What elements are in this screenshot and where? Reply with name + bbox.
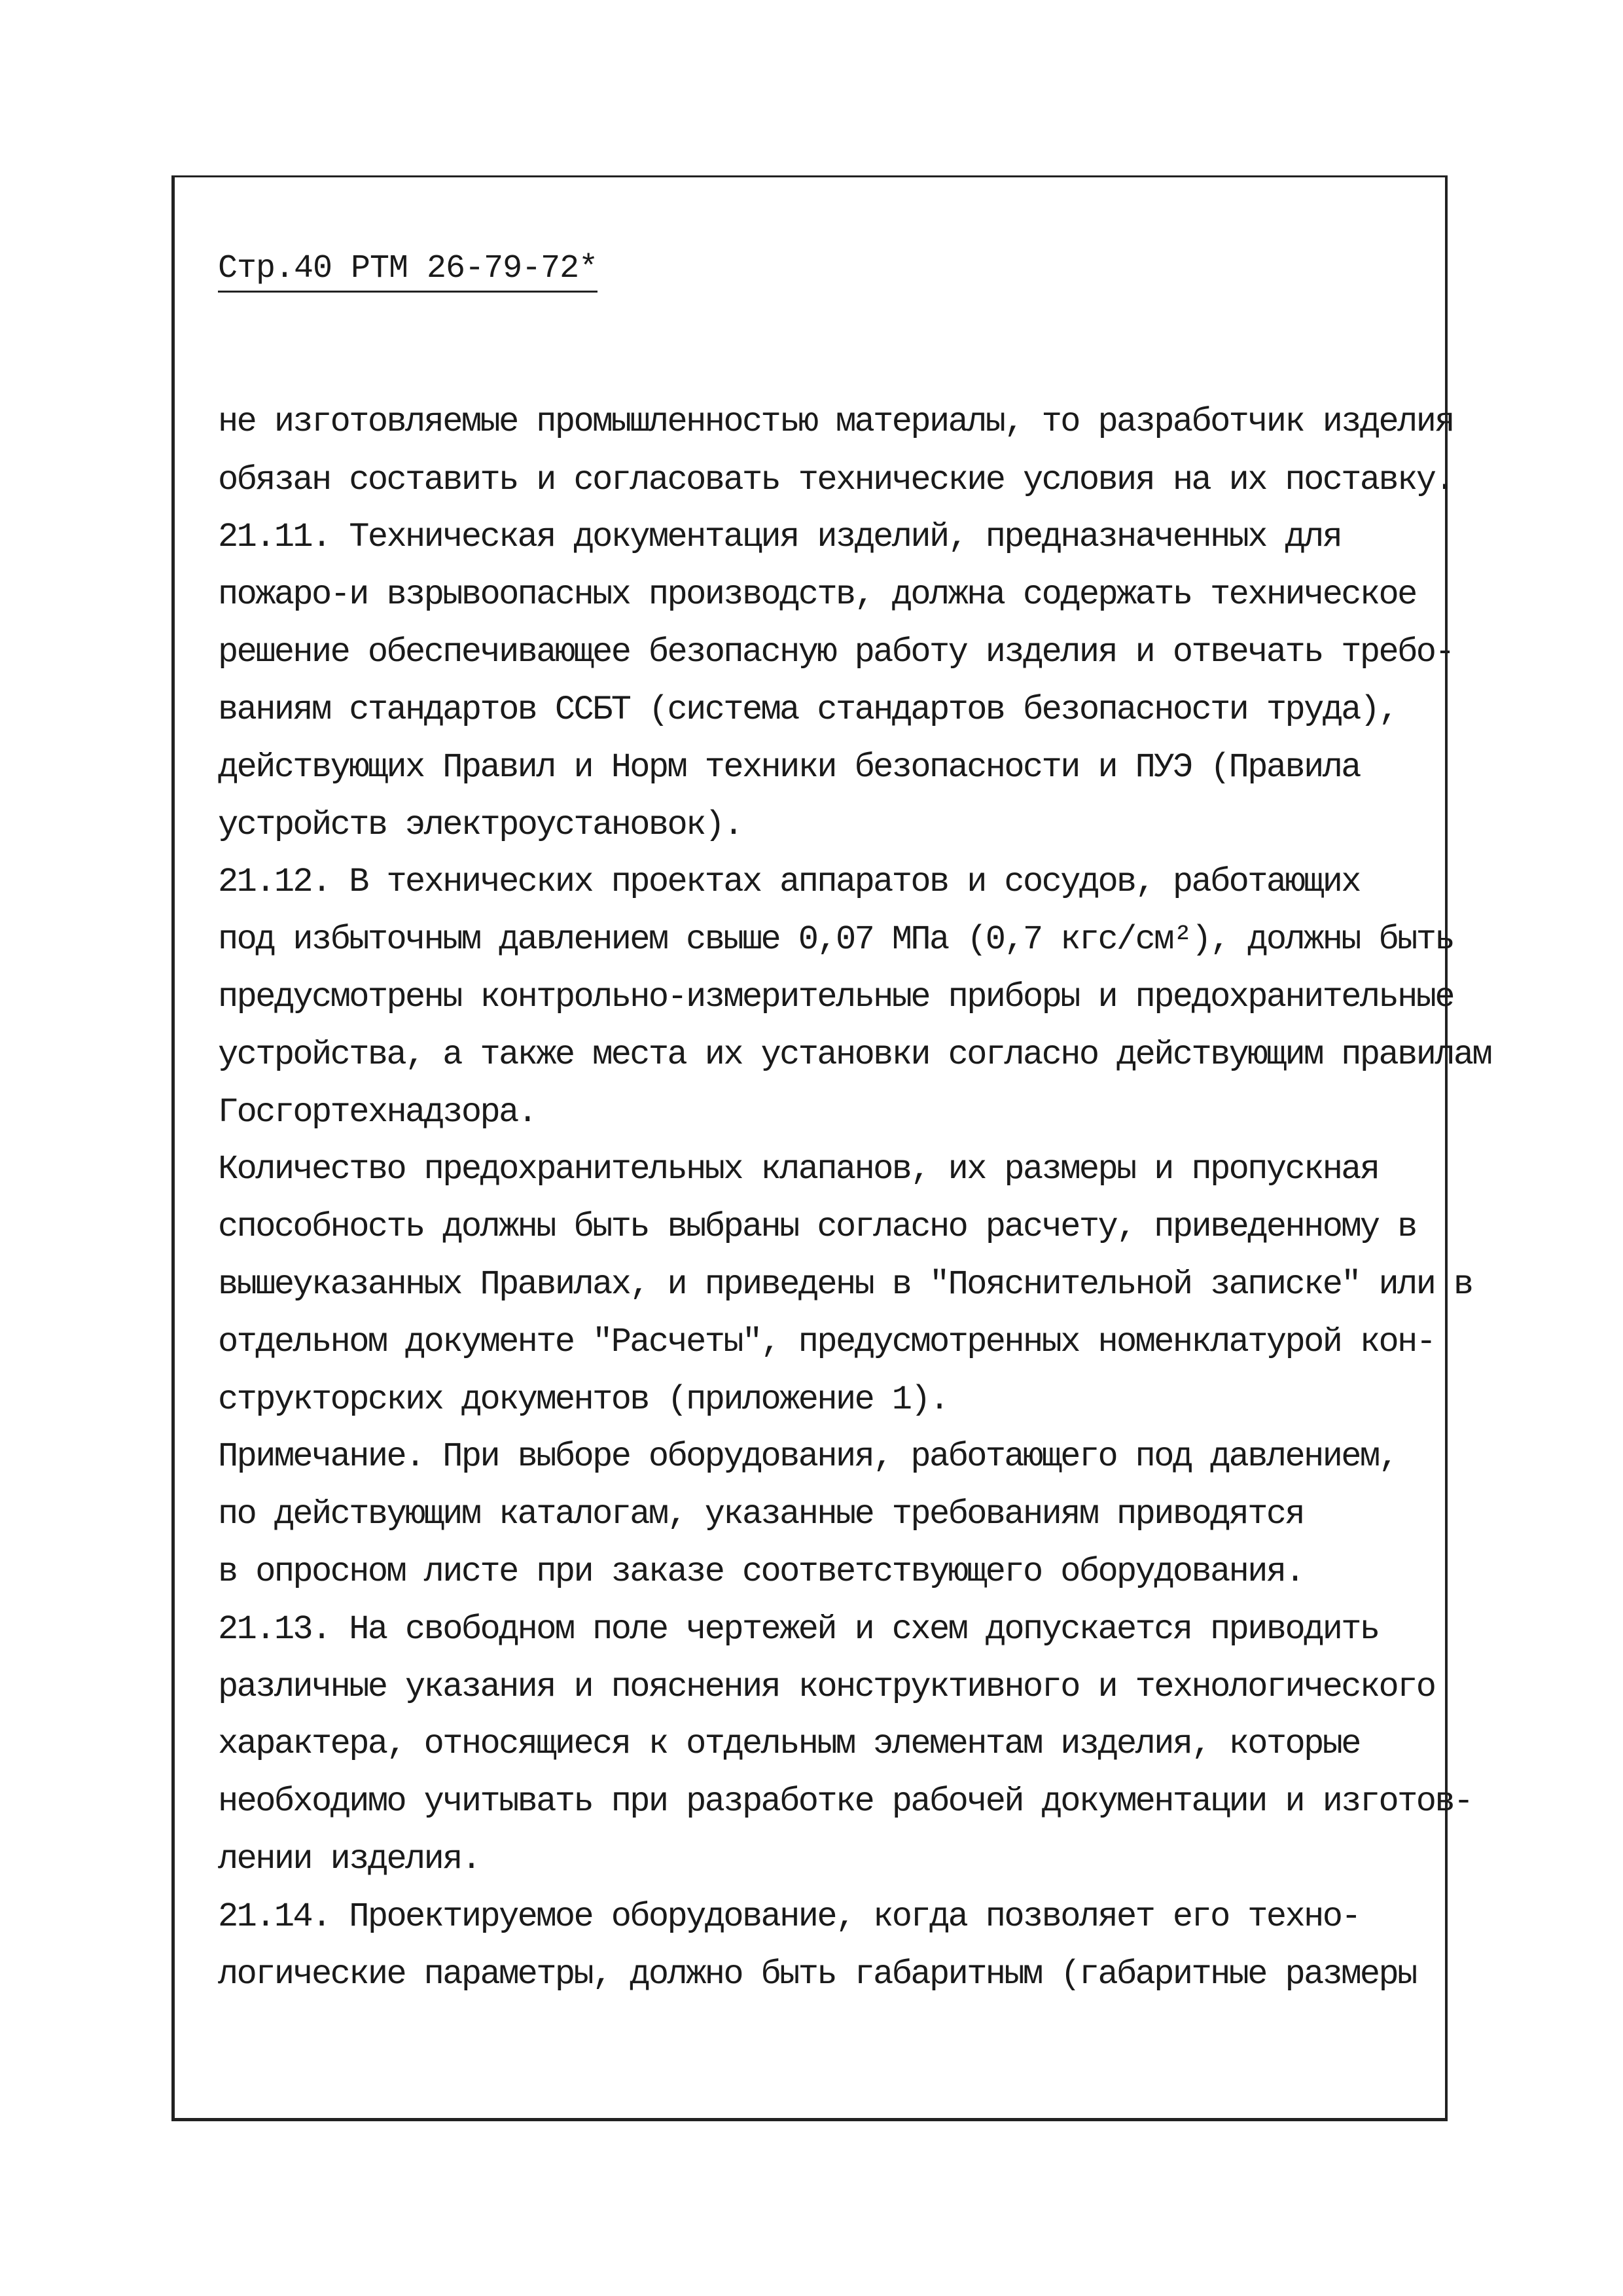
text-line: отдельном документе "Расчеты", предусмотренных номенклатурой кон-: [218, 1323, 1435, 1361]
text-line: необходимо учитывать при разработке рабочей документации и изготов-: [218, 1782, 1472, 1821]
text-line: пожаро-и взрывоопасных производств, должна содержать техническое: [218, 575, 1416, 614]
text-line: способность должны быть выбраны согласно расчету, приведенному в: [218, 1208, 1416, 1246]
text-line: логические параметры, должно быть габаритным (габаритные размеры: [218, 1955, 1416, 1994]
text-line: устройства, а также места их установки согласно действующим правилам: [218, 1035, 1491, 1074]
text-line: решение обеспечивающее безопасную работу изделия и отвечать требо-: [218, 633, 1454, 672]
text-line: вышеуказанных Правилах, и приведены в "Пояснительной записке" или в: [218, 1265, 1472, 1304]
text-line: 21.11. Техническая документация изделий, предназначенных для: [218, 518, 1342, 556]
text-line: лении изделия.: [218, 1840, 480, 1878]
text-line: Количество предохранительных клапанов, их размеры и пропускная: [218, 1150, 1379, 1189]
text-line: устройств электроустановок).: [218, 806, 742, 844]
text-line: обязан составить и согласовать технические условия на их поставку.: [218, 461, 1454, 499]
text-line: под избыточным давлением свыше 0,07 МПа (0,7 кгс/см²), должны быть: [218, 920, 1454, 959]
text-line: характера, относящиеся к отдельным элементам изделия, которые: [218, 1725, 1360, 1763]
text-line: в опросном листе при заказе соответствующего оборудования.: [218, 1552, 1304, 1591]
text-line: Госгортехнадзора.: [218, 1093, 537, 1132]
text-line: 21.13. На свободном поле чертежей и схем допускается приводить: [218, 1610, 1379, 1649]
text-line: по действующим каталогам, указанные требованиям приводятся: [218, 1495, 1304, 1534]
page-header: Стр.40 РТМ 26-79-72*: [218, 249, 597, 293]
text-line: действующих Правил и Норм техники безопасности и ПУЭ (Правила: [218, 748, 1360, 787]
text-line: не изготовляемые промышленностью материалы, то разработчик изделия: [218, 403, 1454, 441]
text-line: ваниям стандартов ССБТ (система стандартов безопасности труда),: [218, 691, 1398, 729]
text-line: структорских документов (приложение 1).: [218, 1380, 948, 1419]
text-line: различные указания и пояснения конструктивного и технологического: [218, 1668, 1435, 1706]
text-line: предусмотрены контрольно-измерительные приборы и предохранительные: [218, 978, 1454, 1016]
text-line: 21.14. Проектируемое оборудование, когда позволяет его техно-: [218, 1897, 1360, 1936]
text-line: Примечание. При выборе оборудования, работающего под давлением,: [218, 1437, 1398, 1476]
text-line: 21.12. В технических проектах аппаратов и сосудов, работающих: [218, 863, 1360, 901]
